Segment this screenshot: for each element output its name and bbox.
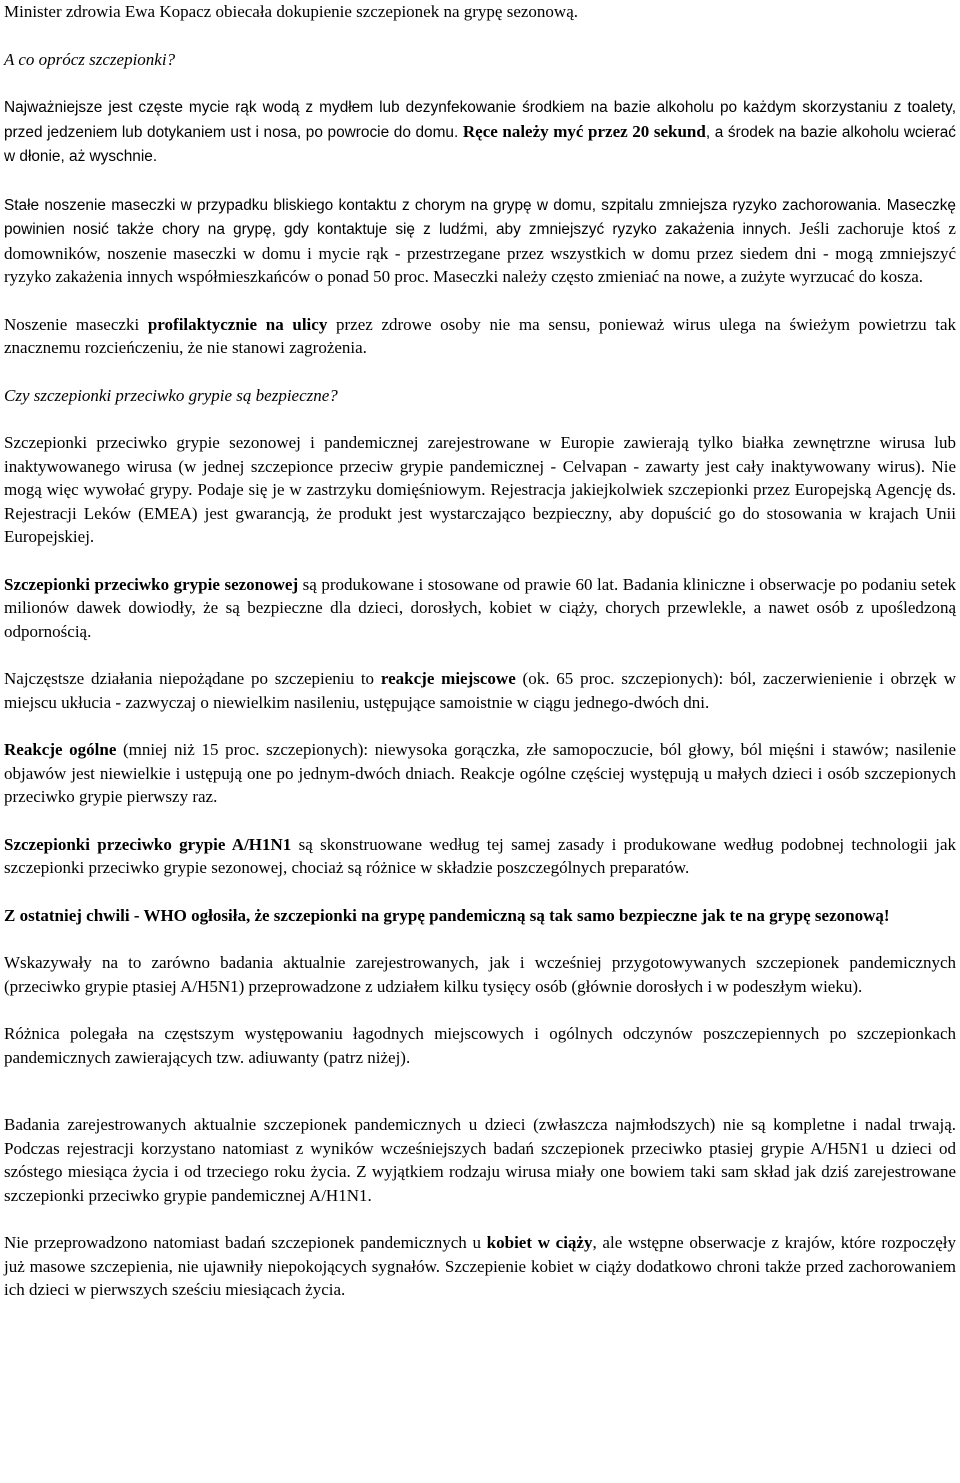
difference-paragraph [4,1022,956,1069]
text-run: są skonstruowane według tej samej zasady i produkowane według podobnej technologii jak szczepionki przeciwko grypie sezonowej, chociaż są różnice w składzie poszczególnych preparatów. [4,834,956,877]
text-run: Reakcje ogólne [4,740,117,759]
heading-1-paragraph [4,48,956,72]
text-run: Ręce należy myć przez 20 sekund [458,121,706,141]
text-run: Stałe noszenie maseczki w przypadku bliskiego kontaktu z chorym na grypę w domu, szpitalu zmniejsza ryzyko zachorowania. [4,196,882,214]
text-run: reakcje miejscowe [380,669,516,688]
text-run: Najważniejsze jest częste mycie rąk wodą z mydłem lub dezynfekowanie środkiem na bazie alkoholu po każdym skorzystaniu z toalety, przed jedzeniem lub dotykaniem ust i nosa, po powrocie do domu. [4,99,956,141]
heading-2-paragraph [4,384,956,408]
text-run: (mniej niż 15 proc. szczepionych): niewysoka gorączka, złe samopoczucie, ból głowy, ból mięśni i stawów; nasilenie objawów jest niewielkie i ustępują one po jednym-dwóch dniach. Reakcje ogólne częściej występują u małych dzieci i osób szczepionych przeciwko grypie pierwszy raz. [4,740,956,806]
text-run: Szczepionki przeciwko grypie sezonowej i pandemicznej zarejestrowane w Europie zawierają tylko białka zewnętrzne wirusa lub inaktywowanego wirusa (w jednej szczepionce przeciw grypie pandemicznej - Celvapan - zawarty jest cały inaktywowany wirus). Nie mogą więc wywołać grypy. Podaje się je w zastrzyku domięśniowym. Rejestracja jakiejkolwiek szczepionki przez Europejską Agencję ds. Rejestracji Leków (EMEA) jest gwarancją, że produkt jest wystarczająco bezpieczny, aby dopuścić go do stosowania w krajach Unii Europejskiej. [4,433,956,546]
text-run: Maseczkę powinien nosić także chory na grypę, gdy kontaktuje się z ludźmi, aby zmniejszyć ryzyko zakażenia innych. [4,196,956,238]
masks-paragraph [4,193,956,289]
text-run: Badania zarejestrowanych aktualnie szczepionek pandemicznych u dzieci (zwłaszcza najmłodszych) nie są kompletne i nadal trwają. Podczas rejestracji korzystano natomiast z wyników wcześniejszych badań szczepionek przeciwko ptasiej grypie A/H5N1 u dzieci od szóstego miesiąca życia i od trzeciego roku życia. Z wyjątkiem rodzaju wirusa miały one bowiem taki sam skład jak dziś zarejestrowane szczepionki przeciwko grypie pandemicznej A/H1N1. [4,1115,956,1205]
text-run: Najczęstsze działania niepożądane po szczepieniu to [4,669,381,688]
indications-paragraph [4,951,956,998]
text-run: , ale wstępne obserwacje z krajów, które rozpoczęły już masowe szczepienia, nie ujawniły niepokojących sygnałów. Szczepienie kobiet w ciąży dodatkowo chroni także przed zachorowaniem ich dzieci w pierwszych sześciu miesiącach życia. [4,1233,956,1299]
hygiene-paragraph [4,95,956,169]
text-run: kobiet w ciąży [486,1233,593,1252]
children-paragraph [4,1113,956,1207]
text-run: Wskazywały na to zarówno badania aktualnie zarejestrowanych, jak i wcześniej przygotowywanych szczepionek pandemicznych (przeciwko grypie ptasiej A/H5N1) przeprowadzone z udziałem kilku tysięcy osób (głównie dorosłych i w podeszłym wieku). [4,953,956,996]
registered-paragraph [4,431,956,549]
street-paragraph [4,313,956,360]
text-run: Jeśli zachoruje ktoś z domowników, noszenie maseczki w domu i mycie rąk - przestrzegane przez wszystkich w domu przez siedem dni - mogą zmniejszyć ryzyko zakażenia innych współmieszkańców o ponad 50 proc. Maseczki należy często zmieniać na nowe, a zużyte wyrzucać do kosza. [4,219,956,286]
text-run: są produkowane i stosowane od prawie 60 lat. Badania kliniczne i obserwacje po podaniu setek milionów dawek dowiodły, że są bezpieczne dla dzieci, dorosłych, kobiet w ciąży, chorych przewlekle, a nawet osób z upośledzoną odpornością. [4,574,956,641]
text-run: A co oprócz szczepionki? [4,49,176,69]
h1n1-paragraph [4,833,956,880]
text-run: Szczepionki przeciwko grypie A/H1N1 [4,834,292,854]
text-run: Różnica polegała na częstszym występowaniu łagodnych miejscowych i ogólnych odczynów poszczepiennych po szczepionkach pandemicznych zawierających tzw. adiuwanty (patrz niżej). [4,1024,956,1067]
pregnant-paragraph [4,1231,956,1302]
text-run: (ok. 65 proc. szczepionych): ból, zaczerwienienie i obrzęk w miejscu ukłucia - zazwyczaj o niewielkim nasileniu, ustępujące samoistnie w ciągu jednego-dwóch dni. [4,669,956,712]
text-run: przez zdrowe osoby nie ma sensu, ponieważ wirus ulega na świeżym powietrzu tak znacznemu rozcieńczeniu, że nie stanowi zagrożenia. [4,314,957,357]
text-run: Noszenie maseczki [4,314,148,334]
local-paragraph [4,667,956,714]
general-paragraph [4,738,956,809]
seasonal-paragraph [4,573,956,644]
text-run: Nie przeprowadzono natomiast badań szczepionek pandemicznych u [4,1233,487,1252]
text-run: Czy szczepionki przeciwko grypie są bezpieczne? [4,385,338,405]
text-run: Z ostatniej chwili - WHO ogłosiła, że szczepionki na grypę pandemiczną są tak samo bezpieczne jak te na grypę sezonową! [4,905,890,925]
text-run: Minister zdrowia Ewa Kopacz obiecała dokupienie szczepionek na grypę sezonową. [4,2,578,21]
text-run: , a środek na bazie alkoholu wcierać w dłonie, aż wyschnie. [4,123,956,165]
text-run: Szczepionki przeciwko grypie sezonowej [4,574,299,594]
text-run: profilaktycznie na ulicy [147,314,328,334]
who-paragraph [4,904,956,928]
minister-paragraph [4,0,956,24]
